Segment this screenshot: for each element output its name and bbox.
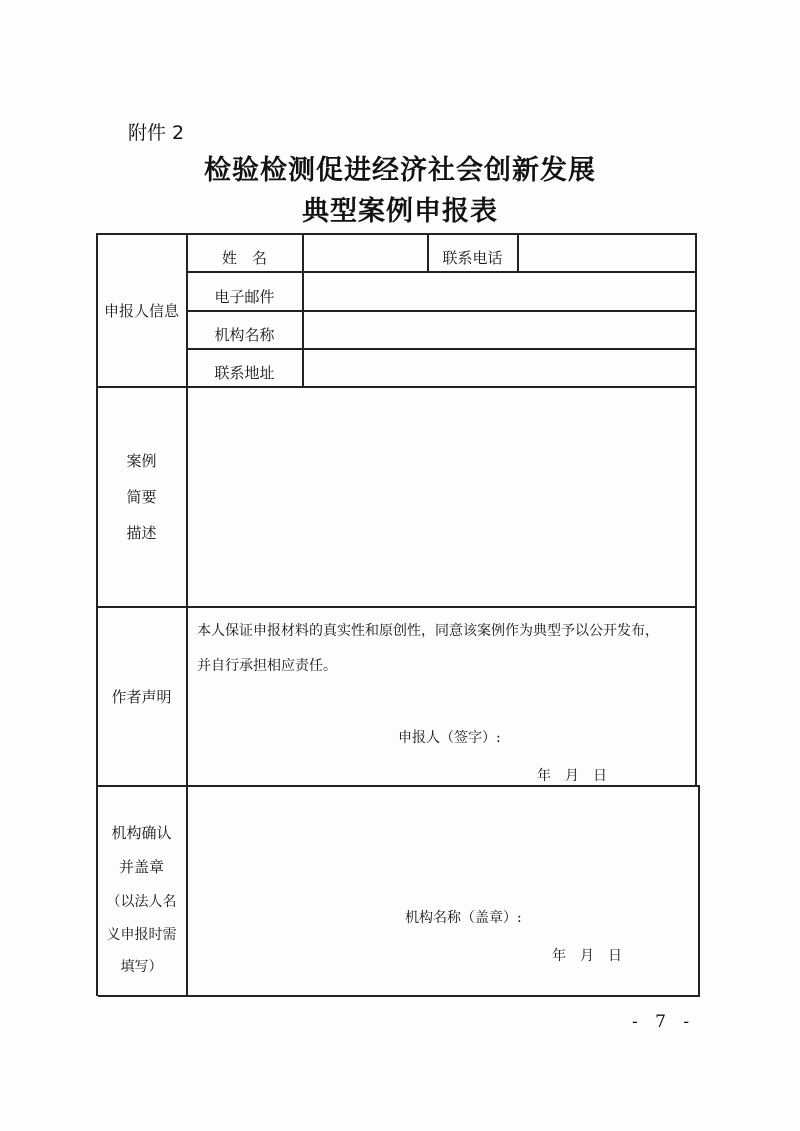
email-label: 电子邮件 (214, 287, 275, 306)
org-confirm-label (97, 786, 186, 995)
case-description-field[interactable] (188, 388, 695, 606)
form-title-line2: 典型案例申报表 (302, 196, 498, 227)
name-field[interactable] (303, 234, 427, 271)
case-label-line1: 案例 (126, 452, 157, 470)
org-confirm-line1: 机构确认 (111, 824, 172, 842)
address-field[interactable] (303, 349, 695, 386)
phone-field[interactable] (518, 234, 695, 271)
org-confirm-note-line1: （以法人名 (106, 894, 177, 910)
applicant-signature-label: 申报人（签字）: (398, 730, 501, 746)
section-divider-2 (96, 606, 696, 608)
declaration-text-line2: 并自行承担相应责任。 (197, 658, 337, 674)
section-divider-3 (96, 785, 699, 787)
phone-label: 联系电话 (442, 248, 503, 267)
table-right-border-lower (698, 785, 700, 996)
attachment-label: 附件 2 (128, 122, 185, 144)
org-confirm-date: 年 月 日 (552, 948, 622, 964)
org-name-label: 机构名称 (214, 325, 275, 344)
table-right-border-upper (695, 233, 697, 786)
org-seal-label: 机构名称（盖章）: (405, 910, 522, 926)
applicant-info-label: 申报人信息 (103, 301, 179, 320)
declaration-text-line1: 本人保证申报材料的真实性和原创性，同意该案例作为典型予以公开发布， (197, 623, 659, 639)
declaration-date: 年 月 日 (537, 768, 607, 784)
org-confirm-note-line3: 填写） (120, 959, 163, 975)
table-bottom-border (98, 995, 700, 997)
address-label: 联系地址 (214, 363, 275, 382)
name-label: 姓 名 (221, 248, 267, 267)
org-confirm-line2: 并盖章 (118, 858, 164, 876)
case-label-line3: 描述 (126, 524, 157, 542)
email-field[interactable] (303, 272, 695, 310)
case-description-label (97, 387, 186, 606)
author-declaration-label: 作者声明 (111, 687, 172, 706)
form-title-line1: 检验检测促进经济社会创新发展 (204, 155, 596, 186)
page-number: - 7 - (632, 1012, 696, 1032)
org-confirm-note-line2: 义申报时需 (106, 927, 177, 943)
case-label-line2: 简要 (126, 488, 157, 506)
org-name-field[interactable] (303, 311, 695, 348)
